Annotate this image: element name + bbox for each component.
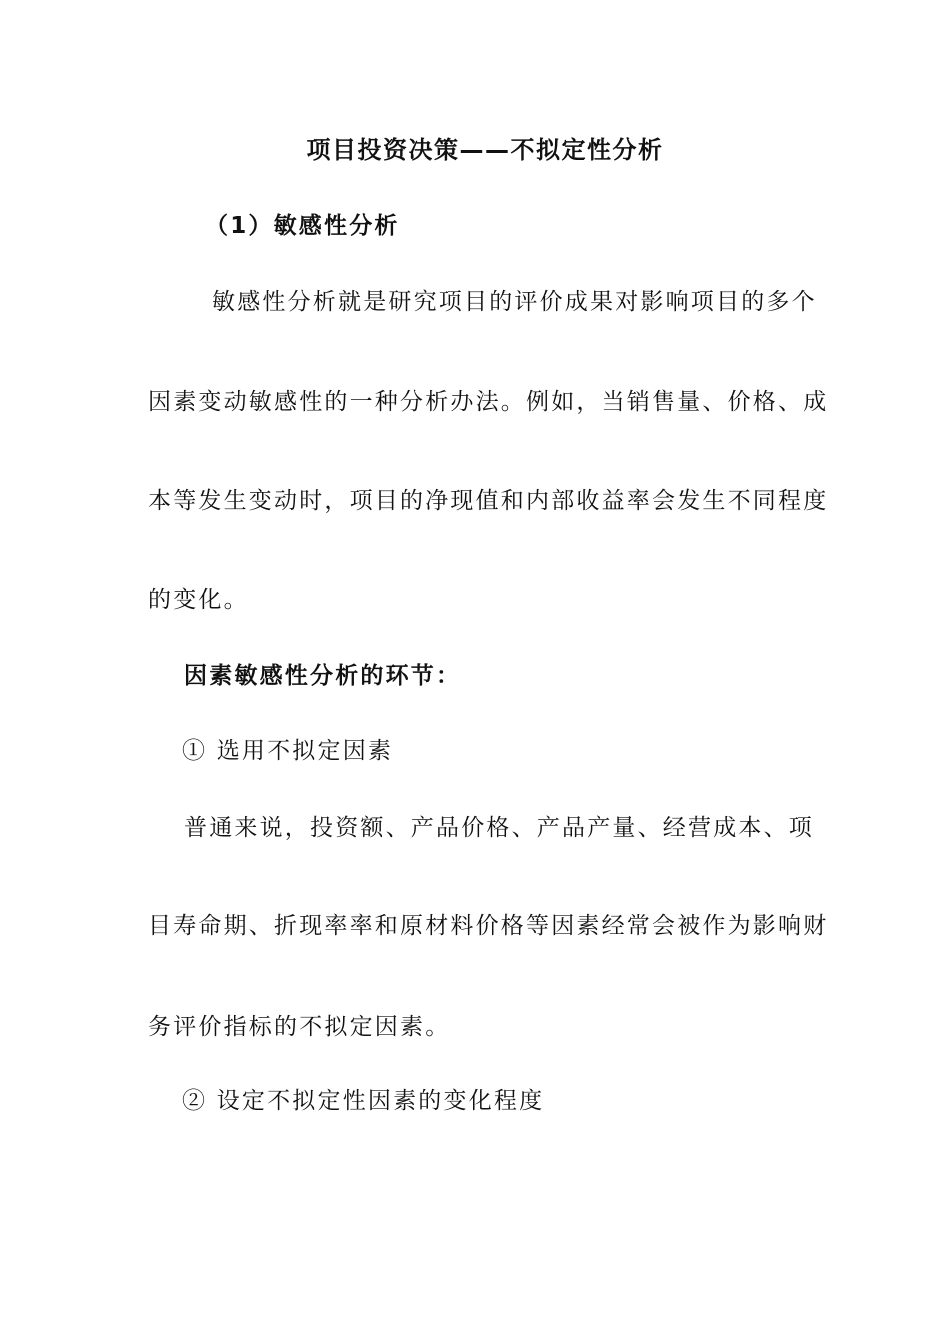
- paragraph-line: 敏感性分析就是研究项目的评价成果对影响项目的多个: [212, 289, 817, 315]
- paragraph-line: 因素变动敏感性的一种分析办法。例如，当销售量、价格、成: [148, 389, 829, 415]
- paragraph-line: 本等发生变动时，项目的净现值和内部收益率会发生不同程度: [148, 488, 829, 514]
- subheading: 因素敏感性分析的环节：: [184, 663, 462, 689]
- document-title: 项目投资决策——不拟定性分析: [306, 136, 664, 164]
- step-item: ① 选用不拟定因素: [182, 738, 394, 764]
- paragraph-line: 务评价指标的不拟定因素。: [148, 1014, 451, 1040]
- section-heading: （1）敏感性分析: [205, 213, 400, 239]
- paragraph-line: 的变化。: [148, 587, 249, 613]
- paragraph-line: 普通来说，投资额、产品价格、产品产量、经营成本、项: [184, 815, 814, 841]
- step-item: ② 设定不拟定性因素的变化程度: [182, 1088, 545, 1114]
- paragraph-line: 目寿命期、折现率率和原材料价格等因素经常会被作为影响财: [148, 913, 829, 939]
